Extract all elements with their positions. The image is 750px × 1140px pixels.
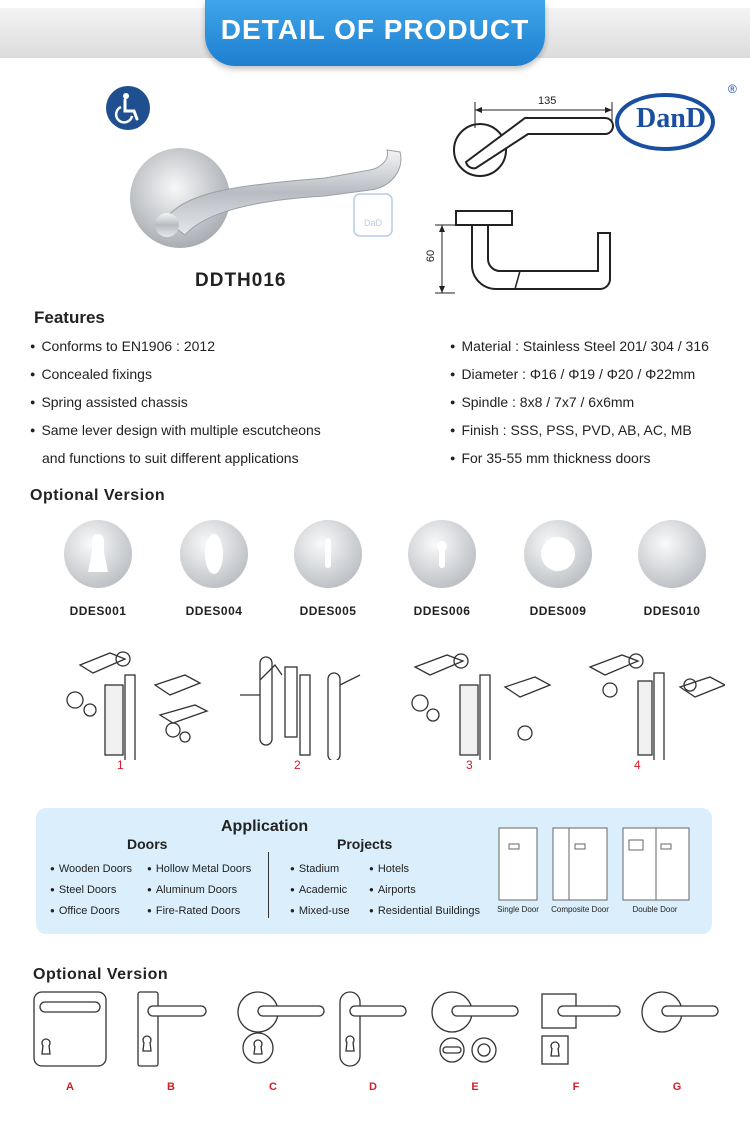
assembly-1-drawing [67, 652, 207, 760]
door-type-item: ● Office Doors [50, 905, 120, 917]
project-type-item: ● Residential Buildings [369, 905, 480, 917]
variant-letter: A [66, 1081, 74, 1093]
door-type-item: ● Aluminum Doors [147, 884, 237, 896]
variant-letter: E [471, 1081, 479, 1093]
escutcheon-code: DDES009 [529, 604, 587, 618]
feature-item: ● Finish : SSS, PSS, PVD, AB, AC, MB [450, 417, 709, 445]
project-type-item: ● Hotels [369, 863, 409, 875]
door-type-label: Double Door [632, 905, 678, 914]
escutcheon-ddes001-image [64, 520, 132, 588]
escutcheon-ddes005-image [294, 520, 362, 588]
escutcheon-code: DDES005 [299, 604, 357, 618]
assembly-2-drawing [240, 657, 360, 760]
variant-d-drawing [340, 992, 406, 1066]
variant-c-drawing [238, 992, 324, 1063]
escutcheon-ddes004-image [180, 520, 248, 588]
assembly-4-drawing [590, 654, 725, 760]
feature-item: ● Spring assisted chassis [30, 389, 321, 417]
variant-g-drawing [642, 992, 718, 1032]
composite-door-drawing [553, 828, 607, 900]
variant-letter: D [369, 1081, 377, 1093]
door-type-item: ● Wooden Doors [50, 863, 132, 875]
assembly-number: 4 [634, 758, 641, 772]
variant-letter: G [672, 1081, 682, 1093]
variant-letter: B [167, 1081, 175, 1093]
optional-version-heading-2: Optional Version [33, 966, 169, 983]
escutcheon-row [30, 518, 730, 598]
escutcheon-code: DDES010 [643, 604, 701, 618]
escutcheon-ddes010-image [638, 520, 706, 588]
assembly-number: 1 [117, 758, 124, 772]
escutcheon-ddes009-image [524, 520, 592, 588]
project-type-item: ● Stadium [290, 863, 339, 875]
door-illustrations [495, 826, 705, 902]
variant-b-drawing [138, 992, 206, 1066]
product-model: DDTH016 [195, 270, 287, 291]
feature-item: ● Concealed fixings [30, 361, 321, 389]
variant-letter: C [269, 1081, 277, 1093]
features-heading: Features [34, 308, 105, 327]
feature-item: ● For 35-55 mm thickness doors [450, 445, 709, 473]
optional-version-heading: Optional Version [30, 487, 166, 504]
project-type-item: ● Airports [369, 884, 416, 896]
assembly-number: 2 [294, 758, 301, 772]
dim-height-label: 60 [425, 249, 438, 263]
assembly-number: 3 [466, 758, 473, 772]
variant-f-drawing [542, 994, 620, 1064]
svg-text:DaD: DaD [363, 218, 383, 228]
escutcheon-code: DDES001 [69, 604, 127, 618]
wheelchair-icon [105, 85, 151, 131]
project-type-item: ● Mixed-use [290, 905, 350, 917]
door-type-label: Single Door [497, 905, 539, 914]
dim-width-label: 135 [538, 95, 557, 107]
registered-mark: ® [728, 82, 737, 96]
door-type-item: ● Steel Doors [50, 884, 116, 896]
escutcheon-code: DDES004 [185, 604, 243, 618]
feature-item-continued: and functions to suit different applications [42, 450, 299, 466]
application-title: Application [221, 818, 309, 835]
feature-item: ● Material : Stainless Steel 201/ 304 / 316 [450, 333, 709, 361]
brand-logo-text: DanD [635, 103, 706, 134]
door-type-item: ● Hollow Metal Doors [147, 863, 251, 875]
lever-variants-row [30, 988, 730, 1070]
variant-a-drawing [34, 992, 106, 1066]
features-left-list [30, 333, 321, 473]
assembly-3-drawing [412, 654, 550, 760]
project-type-item: ● Academic [290, 884, 347, 896]
double-door-drawing [623, 828, 689, 900]
single-door-drawing [499, 828, 537, 900]
application-divider [268, 852, 269, 918]
variant-e-drawing [432, 992, 518, 1062]
feature-item: ● Diameter : Φ16 / Φ19 / Φ20 / Φ22mm [450, 361, 709, 389]
feature-item: ● Spindle : 8x8 / 7x7 / 6x6mm [450, 389, 709, 417]
door-type-item: ● Fire-Rated Doors [147, 905, 240, 917]
escutcheon-ddes006-image [408, 520, 476, 588]
feature-item: ● Same lever design with multiple escutcheons [30, 417, 321, 445]
watermark-stamp [340, 190, 406, 240]
doors-heading: Doors [127, 836, 168, 852]
assembly-diagrams [25, 645, 725, 760]
side-view-drawing [430, 205, 630, 300]
variant-letter: F [572, 1081, 580, 1093]
feature-item: ● Conforms to EN1906 : 2012 [30, 333, 321, 361]
top-view-drawing [430, 88, 630, 198]
page-title: DETAIL OF PRODUCT [220, 14, 530, 45]
projects-heading: Projects [337, 836, 393, 852]
door-type-label: Composite Door [551, 905, 609, 914]
escutcheon-code: DDES006 [413, 604, 471, 618]
features-right-list [450, 333, 709, 473]
